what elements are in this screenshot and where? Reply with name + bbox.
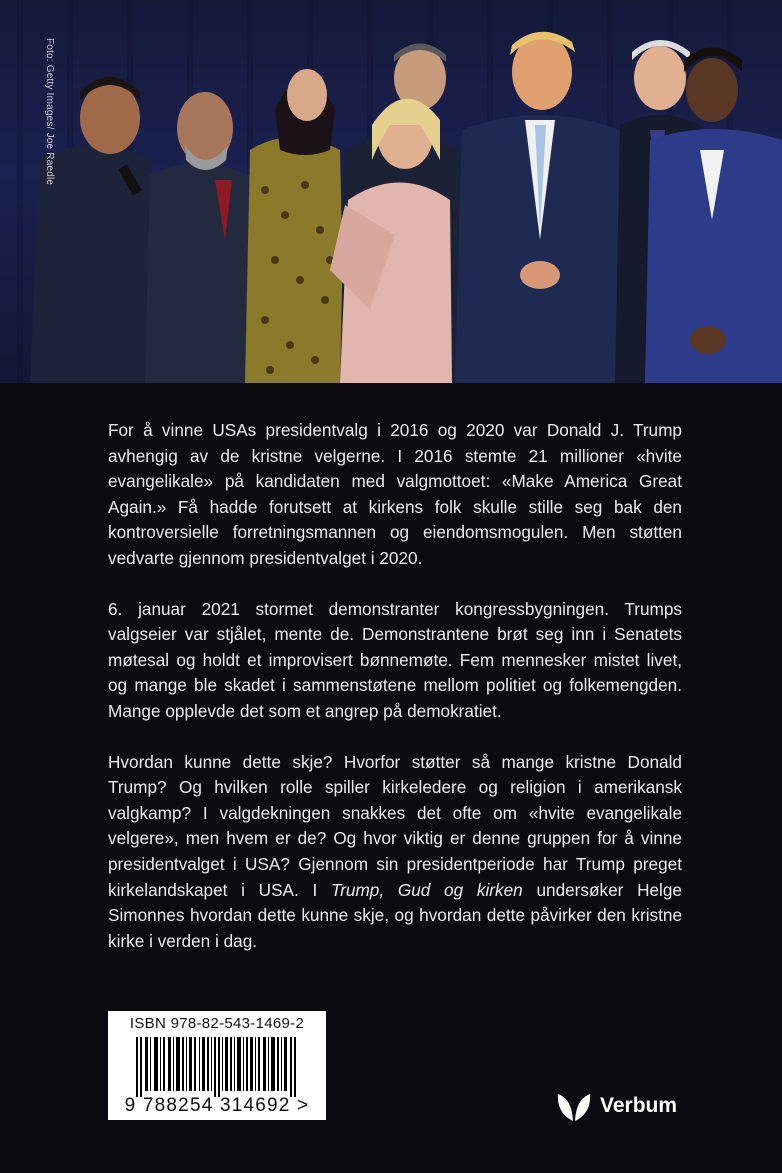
isbn-barcode-box	[108, 1011, 326, 1120]
paragraph-3-end: undersøker Helge Simonnes hvordan dette kunne skje, og hvordan dette påvirker den kristne kirke i verden i dag.	[108, 879, 682, 951]
paragraph-3-start: Hvordan kunne dette skje? Hvorfor støtter så mange kristne Donald Trump? Og hvilken rolle spiller kirkeledere og religion i amerikansk valgkamp? I valgdekningen snakkes det ofte om «hvite evangelikale velgere», men hvem er de? Og hvor viktig er denne gruppen for å vinne presidentvalget i USA? Gjennom sin presidentperiode har Trump preget kirkelandskapet i USA. I	[108, 751, 682, 900]
publisher-name: Verbum	[600, 1094, 678, 1117]
barcode-icon	[114, 1037, 320, 1097]
isbn-label: ISBN 978-82-543-1469-2	[129, 1015, 305, 1032]
back-cover-blurb	[108, 418, 682, 979]
photo-credit: Foto: Getty Images/ Joe Raedle	[44, 38, 55, 186]
paragraph-3	[108, 750, 682, 955]
book-title: Trump, Gud og kirken	[330, 879, 523, 900]
isbn-digits: 9 788254 314692 >	[124, 1095, 310, 1116]
cover-photo	[0, 0, 782, 383]
leaf-logo-icon	[556, 1090, 592, 1122]
publisher-logo	[556, 1089, 677, 1123]
paragraph-2: 6. januar 2021 stormet demonstranter kongressbygningen. Trumps valgseier var stjålet, mente de. Demonstrantene brøt seg inn i Senatets møtesal og holdt et improvisert bønnemøte. Fem mennesker mistet livet, og mange ble skadet i sammenstøtene mellom politiet og folkemengden. Mange opplevde det som et angrep på demokratiet.	[108, 598, 682, 721]
photo-people-praying-icon	[0, 0, 782, 383]
paragraph-1: For å vinne USAs presidentvalg i 2016 og 2020 var Donald J. Trump avhengig av de kristne velgerne. I 2016 stemte 21 millioner «hvite evangelikale» på kandidaten med valgmottoet: «Make America Great Again.» Få hadde forutsett at kirkens folk skulle stille seg bak den kontroversielle forretningsmannen og eiendomsmogulen. Men støtten vedvarte gjennom presidentvalget i 2020.	[108, 420, 682, 568]
